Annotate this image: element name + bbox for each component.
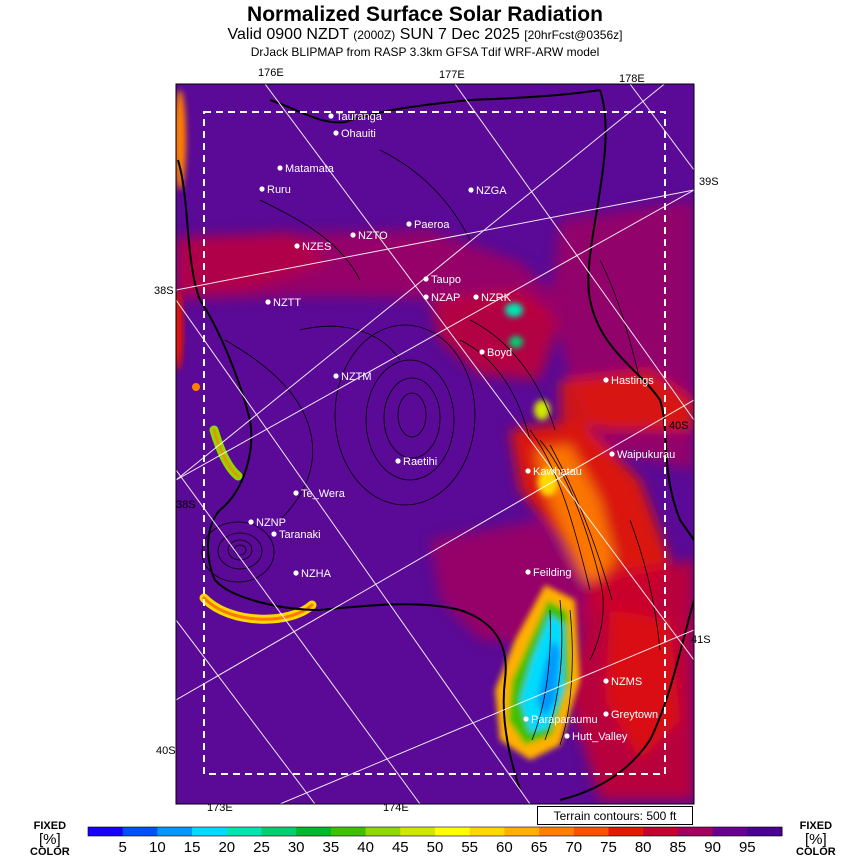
place-dot: [271, 531, 276, 536]
place-label: NZGA: [476, 185, 507, 197]
legend-swatch: [678, 827, 713, 836]
place-marker: [525, 466, 582, 478]
legend-tick-label: 80: [634, 839, 652, 856]
legend-swatch: [747, 827, 782, 836]
place-dot: [293, 570, 298, 575]
color-legend: [88, 827, 783, 856]
legend-left-mid: [%]: [39, 831, 61, 848]
place-dot: [328, 113, 333, 118]
legend-right-top: FIXED: [799, 820, 833, 832]
place-label: NZNP: [256, 517, 286, 529]
legend-tick-label: 75: [600, 839, 617, 856]
place-label: NZRK: [481, 292, 511, 304]
place-dot: [333, 130, 338, 135]
legend-tick-label: 55: [461, 839, 479, 856]
place-label: Waipukurau: [617, 449, 676, 461]
legend-label-left: [30, 821, 70, 858]
lon-label: 176E: [258, 67, 284, 79]
place-dot: [406, 221, 411, 226]
place-dot: [473, 294, 478, 299]
lat-label: 41S: [691, 634, 711, 646]
lon-label: 177E: [439, 69, 465, 81]
place-label: Hutt_Valley: [572, 731, 628, 743]
legend-tick-label: 70: [565, 839, 583, 856]
legend-swatch: [643, 827, 678, 836]
place-label: Matamata: [285, 163, 334, 175]
place-dot: [333, 373, 338, 378]
legend-left-bottom: COLOR: [30, 846, 70, 858]
legend-tick-label: 25: [253, 839, 270, 856]
place-label: Tauranga: [336, 111, 382, 123]
valid-utc: (2000Z): [353, 28, 396, 42]
legend-right-bottom: COLOR: [796, 846, 836, 858]
place-dot: [395, 458, 400, 463]
legend-label-right: [796, 821, 836, 858]
legend-swatch: [123, 827, 158, 836]
place-label: NZTM: [341, 371, 372, 383]
cloud-feature-a: [505, 303, 523, 317]
place-marker: [523, 714, 597, 726]
place-dot: [564, 733, 569, 738]
legend-tick-label: 60: [496, 839, 513, 856]
legend-swatch: [192, 827, 227, 836]
valid-main: Valid 0900 NZDT: [227, 26, 349, 43]
legend-left-top: FIXED: [33, 820, 67, 832]
legend-swatch: [227, 827, 262, 836]
place-label: NZHA: [301, 568, 331, 580]
place-label: Boyd: [487, 347, 513, 359]
legend-tick-label: 20: [218, 839, 236, 856]
place-label: NZTO: [358, 230, 388, 242]
legend-swatch: [331, 827, 366, 836]
cloud-speck: [192, 383, 200, 391]
place-label: Kawhatau: [533, 466, 582, 478]
place-label: Greytown: [611, 709, 659, 721]
place-label: Taranaki: [279, 529, 321, 541]
legend-swatch: [262, 827, 297, 836]
lat-label: 40S: [156, 745, 176, 757]
legend-swatch: [504, 827, 539, 836]
legend-swatch: [157, 827, 192, 836]
legend-swatch: [574, 827, 609, 836]
legend-tick-label: 40: [357, 839, 374, 856]
place-marker: [525, 567, 571, 579]
place-dot: [350, 232, 355, 237]
place-dot: [603, 711, 608, 716]
place-label: NZTT: [273, 297, 302, 309]
lon-label: 173E: [207, 802, 233, 814]
place-dot: [525, 468, 530, 473]
legend-swatch: [539, 827, 574, 836]
model-description: DrJack BLIPMAP from RASP 3.3km GFSA Tdif WRF-ARW model: [250, 45, 600, 59]
legend-swatch: [88, 827, 123, 836]
map-field: [173, 60, 694, 804]
place-dot: [423, 276, 428, 281]
lat-label: 39S: [699, 176, 719, 188]
place-label: Feilding: [533, 567, 572, 579]
legend-swatch: [296, 827, 331, 836]
place-dot: [479, 349, 484, 354]
place-label: Raetihi: [403, 456, 438, 468]
legend-swatch: [470, 827, 505, 836]
legend-swatch: [609, 827, 644, 836]
place-dot: [248, 519, 253, 524]
place-marker: [603, 375, 654, 387]
place-marker: [564, 731, 628, 743]
chart-title: Normalized Surface Solar Radiation: [247, 3, 603, 26]
legend-tick-label: 95: [738, 839, 756, 856]
place-marker: [277, 163, 334, 175]
legend-tick-label: 45: [391, 839, 409, 856]
place-dot: [603, 377, 608, 382]
legend-tick-label: 5: [118, 839, 127, 856]
lon-label: 178E: [619, 73, 645, 85]
legend-tick-label: 50: [426, 839, 444, 856]
place-marker: [271, 529, 320, 541]
lat-label: 40S: [669, 420, 689, 432]
place-dot: [525, 569, 530, 574]
legend-tick-label: 15: [183, 839, 201, 856]
terrain-contour-note: Terrain contours: 500 ft: [537, 806, 693, 825]
place-dot: [423, 294, 428, 299]
place-label: Taupo: [431, 274, 461, 286]
legend-swatch: [400, 827, 435, 836]
place-label: NZES: [302, 241, 332, 253]
place-label: Paeroa: [414, 219, 450, 231]
lat-label: 38S: [154, 285, 174, 297]
place-dot: [603, 678, 608, 683]
place-dot: [277, 165, 282, 170]
place-dot: [265, 299, 270, 304]
legend-right-mid: [%]: [805, 831, 827, 848]
place-marker: [293, 488, 345, 500]
valid-date: SUN 7 Dec 2025: [399, 26, 520, 43]
legend-tick-label: 85: [669, 839, 687, 856]
place-label: NZMS: [611, 676, 643, 688]
place-label: Ruru: [267, 184, 291, 196]
place-marker: [609, 449, 675, 461]
legend-swatch: [435, 827, 470, 836]
lat-label: 38S: [176, 499, 196, 511]
legend-swatch: [713, 827, 748, 836]
forecast-tag: [20hrFcst@0356z]: [524, 28, 623, 42]
legend-tick-label: 90: [704, 839, 721, 856]
place-dot: [468, 187, 473, 192]
place-marker: [328, 111, 382, 123]
lon-label: 174E: [383, 802, 409, 814]
place-dot: [523, 716, 528, 721]
place-dot: [609, 451, 614, 456]
place-label: Hastings: [611, 375, 654, 387]
place-label: Te_Wera: [301, 488, 345, 500]
legend-tick-label: 35: [322, 839, 340, 856]
place-dot: [259, 186, 264, 191]
legend-tick-label: 10: [149, 839, 166, 856]
place-dot: [294, 243, 299, 248]
place-label: NZAP: [431, 292, 461, 304]
legend-swatch: [366, 827, 401, 836]
place-dot: [293, 490, 298, 495]
place-marker: [603, 709, 658, 721]
legend-tick-label: 30: [287, 839, 305, 856]
legend-tick-label: 65: [530, 839, 548, 856]
place-label: Ohauiti: [341, 128, 376, 140]
place-label: Paraparaumu: [531, 714, 598, 726]
